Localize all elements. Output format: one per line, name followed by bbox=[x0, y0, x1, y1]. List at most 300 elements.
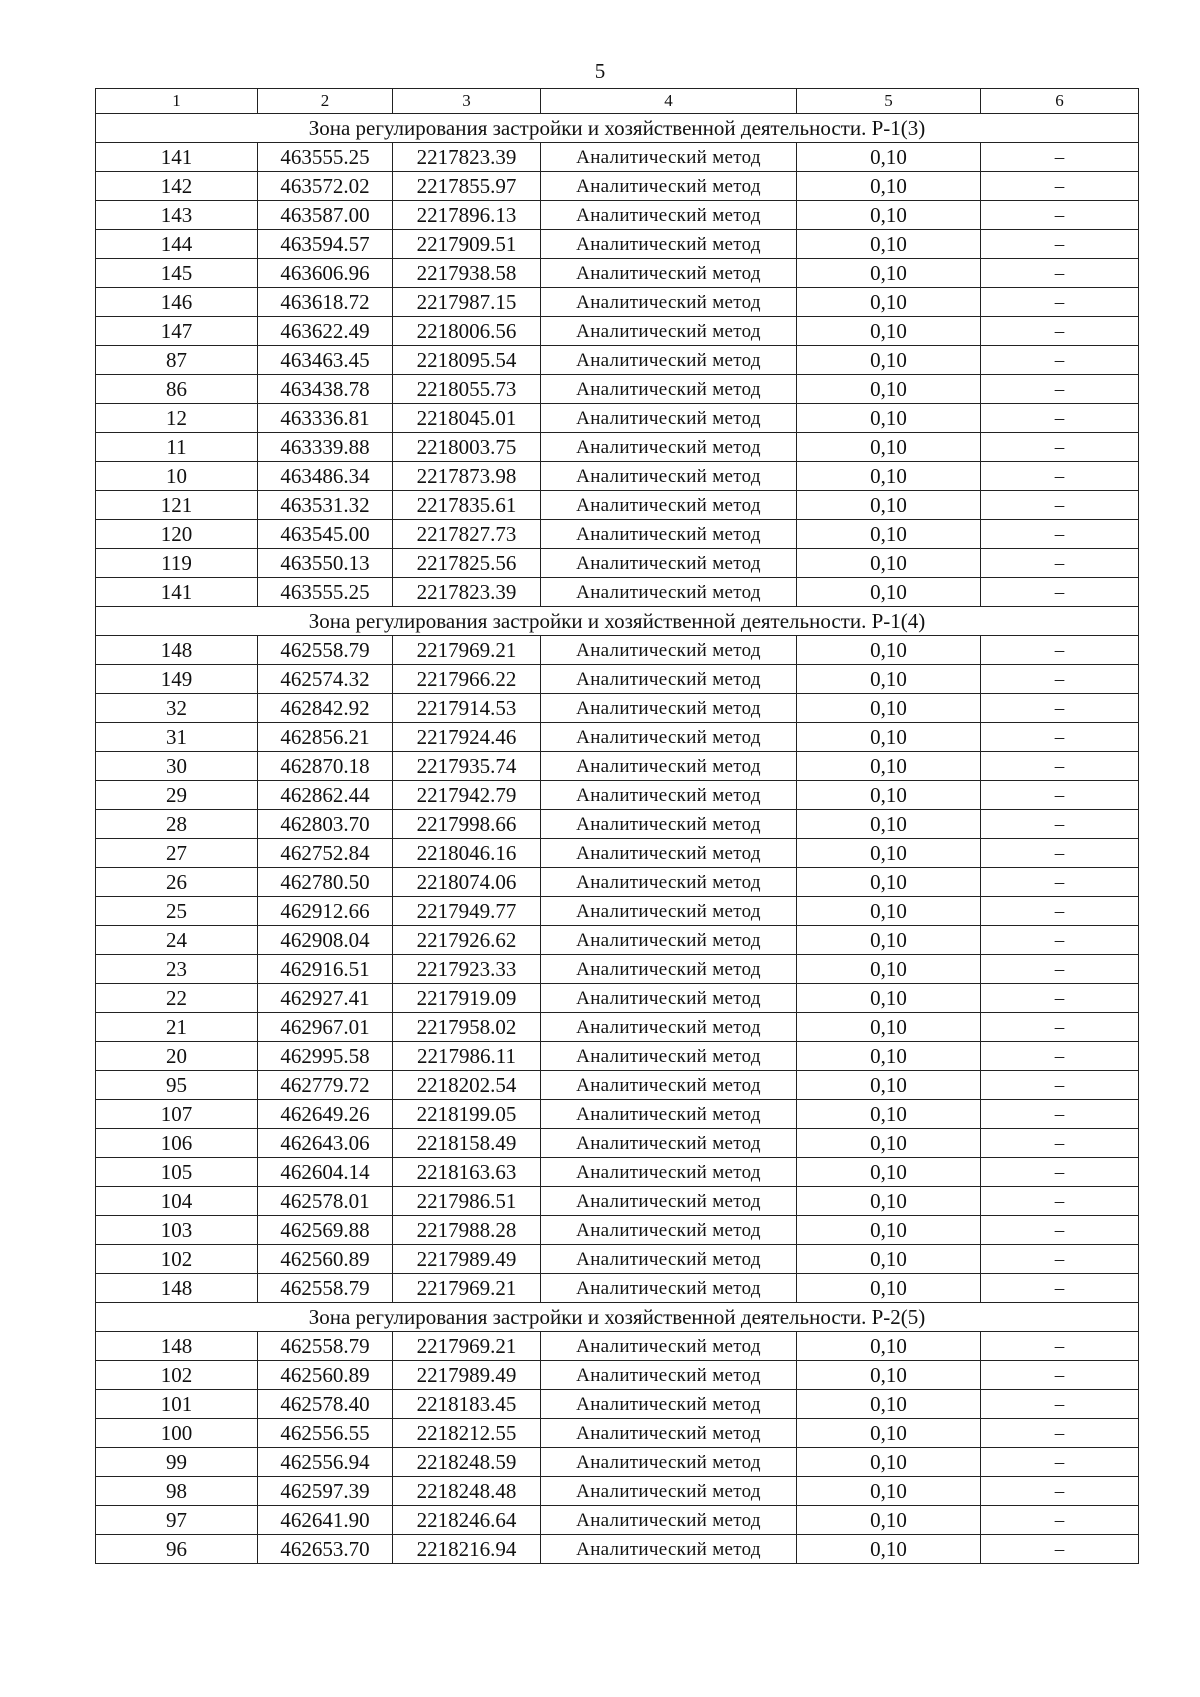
table-row bbox=[96, 723, 1139, 752]
table-row bbox=[96, 1390, 1139, 1419]
accuracy-cell: 0,10 bbox=[797, 172, 981, 201]
determination-method-cell: Аналитический метод bbox=[541, 636, 797, 665]
point-number-cell: 107 bbox=[96, 1100, 258, 1129]
column-number-1: 1 bbox=[96, 89, 258, 114]
accuracy-cell: 0,10 bbox=[797, 317, 981, 346]
note-cell: – bbox=[981, 549, 1139, 578]
point-number-cell: 120 bbox=[96, 520, 258, 549]
point-number-cell: 27 bbox=[96, 839, 258, 868]
y-coordinate-cell: 2217998.66 bbox=[393, 810, 541, 839]
note-cell: – bbox=[981, 1448, 1139, 1477]
y-coordinate-cell: 2217855.97 bbox=[393, 172, 541, 201]
accuracy-cell: 0,10 bbox=[797, 1013, 981, 1042]
table-row bbox=[96, 665, 1139, 694]
y-coordinate-cell: 2217896.13 bbox=[393, 201, 541, 230]
accuracy-cell: 0,10 bbox=[797, 201, 981, 230]
y-coordinate-cell: 2218183.45 bbox=[393, 1390, 541, 1419]
note-cell: – bbox=[981, 201, 1139, 230]
table-row bbox=[96, 1129, 1139, 1158]
determination-method-cell: Аналитический метод bbox=[541, 578, 797, 607]
y-coordinate-cell: 2218246.64 bbox=[393, 1506, 541, 1535]
point-number-cell: 86 bbox=[96, 375, 258, 404]
accuracy-cell: 0,10 bbox=[797, 781, 981, 810]
x-coordinate-cell: 463572.02 bbox=[258, 172, 393, 201]
accuracy-cell: 0,10 bbox=[797, 1158, 981, 1187]
determination-method-cell: Аналитический метод bbox=[541, 1216, 797, 1245]
accuracy-cell: 0,10 bbox=[797, 665, 981, 694]
point-number-cell: 105 bbox=[96, 1158, 258, 1187]
note-cell: – bbox=[981, 1187, 1139, 1216]
note-cell: – bbox=[981, 723, 1139, 752]
note-cell: – bbox=[981, 1071, 1139, 1100]
y-coordinate-cell: 2217823.39 bbox=[393, 578, 541, 607]
x-coordinate-cell: 463463.45 bbox=[258, 346, 393, 375]
accuracy-cell: 0,10 bbox=[797, 230, 981, 259]
y-coordinate-cell: 2217823.39 bbox=[393, 143, 541, 172]
y-coordinate-cell: 2217989.49 bbox=[393, 1245, 541, 1274]
x-coordinate-cell: 462916.51 bbox=[258, 955, 393, 984]
determination-method-cell: Аналитический метод bbox=[541, 1390, 797, 1419]
note-cell: – bbox=[981, 230, 1139, 259]
x-coordinate-cell: 462653.70 bbox=[258, 1535, 393, 1564]
note-cell: – bbox=[981, 1245, 1139, 1274]
accuracy-cell: 0,10 bbox=[797, 346, 981, 375]
note-cell: – bbox=[981, 259, 1139, 288]
accuracy-cell: 0,10 bbox=[797, 491, 981, 520]
determination-method-cell: Аналитический метод bbox=[541, 491, 797, 520]
determination-method-cell: Аналитический метод bbox=[541, 375, 797, 404]
x-coordinate-cell: 462649.26 bbox=[258, 1100, 393, 1129]
y-coordinate-cell: 2217958.02 bbox=[393, 1013, 541, 1042]
x-coordinate-cell: 462558.79 bbox=[258, 636, 393, 665]
x-coordinate-cell: 463336.81 bbox=[258, 404, 393, 433]
point-number-cell: 97 bbox=[96, 1506, 258, 1535]
point-number-cell: 87 bbox=[96, 346, 258, 375]
note-cell: – bbox=[981, 346, 1139, 375]
determination-method-cell: Аналитический метод bbox=[541, 752, 797, 781]
accuracy-cell: 0,10 bbox=[797, 897, 981, 926]
table-row bbox=[96, 230, 1139, 259]
y-coordinate-cell: 2218095.54 bbox=[393, 346, 541, 375]
determination-method-cell: Аналитический метод bbox=[541, 1187, 797, 1216]
y-coordinate-cell: 2217926.62 bbox=[393, 926, 541, 955]
point-number-cell: 32 bbox=[96, 694, 258, 723]
point-number-cell: 141 bbox=[96, 143, 258, 172]
x-coordinate-cell: 462870.18 bbox=[258, 752, 393, 781]
table-row bbox=[96, 462, 1139, 491]
note-cell: – bbox=[981, 578, 1139, 607]
note-cell: – bbox=[981, 752, 1139, 781]
table-row bbox=[96, 636, 1139, 665]
note-cell: – bbox=[981, 1332, 1139, 1361]
accuracy-cell: 0,10 bbox=[797, 1071, 981, 1100]
point-number-cell: 29 bbox=[96, 781, 258, 810]
x-coordinate-cell: 462908.04 bbox=[258, 926, 393, 955]
point-number-cell: 102 bbox=[96, 1361, 258, 1390]
table-row bbox=[96, 1419, 1139, 1448]
point-number-cell: 28 bbox=[96, 810, 258, 839]
point-number-cell: 147 bbox=[96, 317, 258, 346]
y-coordinate-cell: 2217988.28 bbox=[393, 1216, 541, 1245]
column-number-5: 5 bbox=[797, 89, 981, 114]
table-row bbox=[96, 1158, 1139, 1187]
point-number-cell: 103 bbox=[96, 1216, 258, 1245]
determination-method-cell: Аналитический метод bbox=[541, 1071, 797, 1100]
accuracy-cell: 0,10 bbox=[797, 1216, 981, 1245]
determination-method-cell: Аналитический метод bbox=[541, 1129, 797, 1158]
x-coordinate-cell: 462560.89 bbox=[258, 1245, 393, 1274]
x-coordinate-cell: 463618.72 bbox=[258, 288, 393, 317]
determination-method-cell: Аналитический метод bbox=[541, 404, 797, 433]
determination-method-cell: Аналитический метод bbox=[541, 462, 797, 491]
x-coordinate-cell: 462912.66 bbox=[258, 897, 393, 926]
note-cell: – bbox=[981, 1419, 1139, 1448]
x-coordinate-cell: 462779.72 bbox=[258, 1071, 393, 1100]
table-row bbox=[96, 346, 1139, 375]
determination-method-cell: Аналитический метод bbox=[541, 259, 797, 288]
accuracy-cell: 0,10 bbox=[797, 288, 981, 317]
note-cell: – bbox=[981, 520, 1139, 549]
note-cell: – bbox=[981, 1477, 1139, 1506]
accuracy-cell: 0,10 bbox=[797, 462, 981, 491]
y-coordinate-cell: 2217987.15 bbox=[393, 288, 541, 317]
y-coordinate-cell: 2217825.56 bbox=[393, 549, 541, 578]
x-coordinate-cell: 462578.40 bbox=[258, 1390, 393, 1419]
accuracy-cell: 0,10 bbox=[797, 578, 981, 607]
y-coordinate-cell: 2217942.79 bbox=[393, 781, 541, 810]
determination-method-cell: Аналитический метод bbox=[541, 1477, 797, 1506]
accuracy-cell: 0,10 bbox=[797, 1361, 981, 1390]
determination-method-cell: Аналитический метод bbox=[541, 839, 797, 868]
note-cell: – bbox=[981, 1506, 1139, 1535]
y-coordinate-cell: 2217923.33 bbox=[393, 955, 541, 984]
y-coordinate-cell: 2217969.21 bbox=[393, 1274, 541, 1303]
y-coordinate-cell: 2218199.05 bbox=[393, 1100, 541, 1129]
point-number-cell: 148 bbox=[96, 636, 258, 665]
table-row bbox=[96, 259, 1139, 288]
note-cell: – bbox=[981, 926, 1139, 955]
point-number-cell: 24 bbox=[96, 926, 258, 955]
x-coordinate-cell: 462967.01 bbox=[258, 1013, 393, 1042]
accuracy-cell: 0,10 bbox=[797, 143, 981, 172]
x-coordinate-cell: 463594.57 bbox=[258, 230, 393, 259]
y-coordinate-cell: 2218158.49 bbox=[393, 1129, 541, 1158]
table-row bbox=[96, 694, 1139, 723]
y-coordinate-cell: 2217873.98 bbox=[393, 462, 541, 491]
zone-title: Зона регулирования застройки и хозяйственной деятельности. Р-2(5) bbox=[96, 1303, 1139, 1332]
determination-method-cell: Аналитический метод bbox=[541, 288, 797, 317]
x-coordinate-cell: 462862.44 bbox=[258, 781, 393, 810]
table-row bbox=[96, 288, 1139, 317]
note-cell: – bbox=[981, 317, 1139, 346]
determination-method-cell: Аналитический метод bbox=[541, 1332, 797, 1361]
point-number-cell: 98 bbox=[96, 1477, 258, 1506]
table-row bbox=[96, 955, 1139, 984]
note-cell: – bbox=[981, 1013, 1139, 1042]
accuracy-cell: 0,10 bbox=[797, 752, 981, 781]
determination-method-cell: Аналитический метод bbox=[541, 1506, 797, 1535]
accuracy-cell: 0,10 bbox=[797, 1129, 981, 1158]
x-coordinate-cell: 462556.94 bbox=[258, 1448, 393, 1477]
y-coordinate-cell: 2217835.61 bbox=[393, 491, 541, 520]
determination-method-cell: Аналитический метод bbox=[541, 694, 797, 723]
column-number-2: 2 bbox=[258, 89, 393, 114]
accuracy-cell: 0,10 bbox=[797, 1477, 981, 1506]
note-cell: – bbox=[981, 839, 1139, 868]
table-row bbox=[96, 1245, 1139, 1274]
x-coordinate-cell: 462597.39 bbox=[258, 1477, 393, 1506]
accuracy-cell: 0,10 bbox=[797, 1390, 981, 1419]
table-row bbox=[96, 549, 1139, 578]
y-coordinate-cell: 2217938.58 bbox=[393, 259, 541, 288]
y-coordinate-cell: 2218202.54 bbox=[393, 1071, 541, 1100]
y-coordinate-cell: 2217827.73 bbox=[393, 520, 541, 549]
table-row bbox=[96, 1071, 1139, 1100]
accuracy-cell: 0,10 bbox=[797, 1506, 981, 1535]
x-coordinate-cell: 462560.89 bbox=[258, 1361, 393, 1390]
point-number-cell: 23 bbox=[96, 955, 258, 984]
accuracy-cell: 0,10 bbox=[797, 1448, 981, 1477]
note-cell: – bbox=[981, 172, 1139, 201]
column-number-3: 3 bbox=[393, 89, 541, 114]
table-row bbox=[96, 317, 1139, 346]
y-coordinate-cell: 2217919.09 bbox=[393, 984, 541, 1013]
accuracy-cell: 0,10 bbox=[797, 839, 981, 868]
note-cell: – bbox=[981, 1158, 1139, 1187]
table-row bbox=[96, 201, 1139, 230]
table-row bbox=[96, 839, 1139, 868]
accuracy-cell: 0,10 bbox=[797, 694, 981, 723]
note-cell: – bbox=[981, 1100, 1139, 1129]
y-coordinate-cell: 2218212.55 bbox=[393, 1419, 541, 1448]
point-number-cell: 102 bbox=[96, 1245, 258, 1274]
table-row bbox=[96, 781, 1139, 810]
y-coordinate-cell: 2217989.49 bbox=[393, 1361, 541, 1390]
x-coordinate-cell: 462856.21 bbox=[258, 723, 393, 752]
point-number-cell: 121 bbox=[96, 491, 258, 520]
y-coordinate-cell: 2217986.51 bbox=[393, 1187, 541, 1216]
point-number-cell: 11 bbox=[96, 433, 258, 462]
point-number-cell: 100 bbox=[96, 1419, 258, 1448]
determination-method-cell: Аналитический метод bbox=[541, 1013, 797, 1042]
x-coordinate-cell: 463555.25 bbox=[258, 578, 393, 607]
accuracy-cell: 0,10 bbox=[797, 926, 981, 955]
accuracy-cell: 0,10 bbox=[797, 1042, 981, 1071]
point-number-cell: 10 bbox=[96, 462, 258, 491]
x-coordinate-cell: 463339.88 bbox=[258, 433, 393, 462]
table-row bbox=[96, 1042, 1139, 1071]
point-number-cell: 144 bbox=[96, 230, 258, 259]
determination-method-cell: Аналитический метод bbox=[541, 317, 797, 346]
x-coordinate-cell: 462574.32 bbox=[258, 665, 393, 694]
accuracy-cell: 0,10 bbox=[797, 810, 981, 839]
determination-method-cell: Аналитический метод bbox=[541, 201, 797, 230]
coordinates-table bbox=[95, 88, 1139, 1564]
table-row bbox=[96, 404, 1139, 433]
x-coordinate-cell: 462995.58 bbox=[258, 1042, 393, 1071]
accuracy-cell: 0,10 bbox=[797, 433, 981, 462]
y-coordinate-cell: 2218006.56 bbox=[393, 317, 541, 346]
y-coordinate-cell: 2218046.16 bbox=[393, 839, 541, 868]
point-number-cell: 142 bbox=[96, 172, 258, 201]
x-coordinate-cell: 462556.55 bbox=[258, 1419, 393, 1448]
page-number: 5 bbox=[594, 59, 606, 83]
column-number-header-row bbox=[96, 89, 1139, 114]
point-number-cell: 95 bbox=[96, 1071, 258, 1100]
y-coordinate-cell: 2217969.21 bbox=[393, 636, 541, 665]
note-cell: – bbox=[981, 665, 1139, 694]
note-cell: – bbox=[981, 1129, 1139, 1158]
point-number-cell: 101 bbox=[96, 1390, 258, 1419]
point-number-cell: 26 bbox=[96, 868, 258, 897]
determination-method-cell: Аналитический метод bbox=[541, 1245, 797, 1274]
y-coordinate-cell: 2218074.06 bbox=[393, 868, 541, 897]
determination-method-cell: Аналитический метод bbox=[541, 868, 797, 897]
determination-method-cell: Аналитический метод bbox=[541, 810, 797, 839]
column-number-6: 6 bbox=[981, 89, 1139, 114]
table-body bbox=[96, 89, 1139, 1564]
note-cell: – bbox=[981, 1274, 1139, 1303]
note-cell: – bbox=[981, 1390, 1139, 1419]
x-coordinate-cell: 463587.00 bbox=[258, 201, 393, 230]
table-row bbox=[96, 433, 1139, 462]
table-row bbox=[96, 984, 1139, 1013]
accuracy-cell: 0,10 bbox=[797, 984, 981, 1013]
determination-method-cell: Аналитический метод bbox=[541, 955, 797, 984]
note-cell: – bbox=[981, 1535, 1139, 1564]
x-coordinate-cell: 462643.06 bbox=[258, 1129, 393, 1158]
table-row bbox=[96, 1216, 1139, 1245]
y-coordinate-cell: 2217924.46 bbox=[393, 723, 541, 752]
note-cell: – bbox=[981, 1042, 1139, 1071]
note-cell: – bbox=[981, 781, 1139, 810]
x-coordinate-cell: 463545.00 bbox=[258, 520, 393, 549]
note-cell: – bbox=[981, 491, 1139, 520]
y-coordinate-cell: 2217986.11 bbox=[393, 1042, 541, 1071]
determination-method-cell: Аналитический метод bbox=[541, 1042, 797, 1071]
table-row bbox=[96, 1100, 1139, 1129]
determination-method-cell: Аналитический метод bbox=[541, 1274, 797, 1303]
point-number-cell: 145 bbox=[96, 259, 258, 288]
determination-method-cell: Аналитический метод bbox=[541, 230, 797, 259]
accuracy-cell: 0,10 bbox=[797, 1419, 981, 1448]
point-number-cell: 106 bbox=[96, 1129, 258, 1158]
x-coordinate-cell: 463438.78 bbox=[258, 375, 393, 404]
note-cell: – bbox=[981, 375, 1139, 404]
determination-method-cell: Аналитический метод bbox=[541, 665, 797, 694]
determination-method-cell: Аналитический метод bbox=[541, 723, 797, 752]
x-coordinate-cell: 463531.32 bbox=[258, 491, 393, 520]
x-coordinate-cell: 462604.14 bbox=[258, 1158, 393, 1187]
accuracy-cell: 0,10 bbox=[797, 955, 981, 984]
x-coordinate-cell: 463606.96 bbox=[258, 259, 393, 288]
table-row bbox=[96, 1187, 1139, 1216]
point-number-cell: 31 bbox=[96, 723, 258, 752]
point-number-cell: 119 bbox=[96, 549, 258, 578]
determination-method-cell: Аналитический метод bbox=[541, 897, 797, 926]
note-cell: – bbox=[981, 404, 1139, 433]
zone-title: Зона регулирования застройки и хозяйственной деятельности. Р-1(4) bbox=[96, 607, 1139, 636]
note-cell: – bbox=[981, 636, 1139, 665]
table-row bbox=[96, 491, 1139, 520]
y-coordinate-cell: 2218055.73 bbox=[393, 375, 541, 404]
point-number-cell: 21 bbox=[96, 1013, 258, 1042]
y-coordinate-cell: 2217914.53 bbox=[393, 694, 541, 723]
point-number-cell: 30 bbox=[96, 752, 258, 781]
table-row bbox=[96, 1477, 1139, 1506]
point-number-cell: 146 bbox=[96, 288, 258, 317]
table-row bbox=[96, 578, 1139, 607]
zone-heading-row bbox=[96, 1303, 1139, 1332]
zone-heading-row bbox=[96, 607, 1139, 636]
point-number-cell: 148 bbox=[96, 1332, 258, 1361]
x-coordinate-cell: 463486.34 bbox=[258, 462, 393, 491]
y-coordinate-cell: 2217909.51 bbox=[393, 230, 541, 259]
table-row bbox=[96, 810, 1139, 839]
accuracy-cell: 0,10 bbox=[797, 259, 981, 288]
zone-heading-row bbox=[96, 114, 1139, 143]
table-row bbox=[96, 520, 1139, 549]
determination-method-cell: Аналитический метод bbox=[541, 1419, 797, 1448]
x-coordinate-cell: 463550.13 bbox=[258, 549, 393, 578]
table-row bbox=[96, 172, 1139, 201]
accuracy-cell: 0,10 bbox=[797, 1274, 981, 1303]
accuracy-cell: 0,10 bbox=[797, 1245, 981, 1274]
table-row bbox=[96, 375, 1139, 404]
x-coordinate-cell: 463622.49 bbox=[258, 317, 393, 346]
y-coordinate-cell: 2217935.74 bbox=[393, 752, 541, 781]
x-coordinate-cell: 462803.70 bbox=[258, 810, 393, 839]
point-number-cell: 149 bbox=[96, 665, 258, 694]
table-row bbox=[96, 1013, 1139, 1042]
table-row bbox=[96, 752, 1139, 781]
note-cell: – bbox=[981, 1216, 1139, 1245]
x-coordinate-cell: 462569.88 bbox=[258, 1216, 393, 1245]
x-coordinate-cell: 462558.79 bbox=[258, 1274, 393, 1303]
accuracy-cell: 0,10 bbox=[797, 868, 981, 897]
y-coordinate-cell: 2217966.22 bbox=[393, 665, 541, 694]
determination-method-cell: Аналитический метод bbox=[541, 781, 797, 810]
note-cell: – bbox=[981, 955, 1139, 984]
zone-title: Зона регулирования застройки и хозяйственной деятельности. Р-1(3) bbox=[96, 114, 1139, 143]
table-row bbox=[96, 897, 1139, 926]
note-cell: – bbox=[981, 462, 1139, 491]
x-coordinate-cell: 462752.84 bbox=[258, 839, 393, 868]
note-cell: – bbox=[981, 897, 1139, 926]
determination-method-cell: Аналитический метод bbox=[541, 1158, 797, 1187]
determination-method-cell: Аналитический метод bbox=[541, 1448, 797, 1477]
accuracy-cell: 0,10 bbox=[797, 404, 981, 433]
y-coordinate-cell: 2218216.94 bbox=[393, 1535, 541, 1564]
point-number-cell: 104 bbox=[96, 1187, 258, 1216]
determination-method-cell: Аналитический метод bbox=[541, 433, 797, 462]
point-number-cell: 96 bbox=[96, 1535, 258, 1564]
table-row bbox=[96, 868, 1139, 897]
accuracy-cell: 0,10 bbox=[797, 1187, 981, 1216]
x-coordinate-cell: 462780.50 bbox=[258, 868, 393, 897]
table-row bbox=[96, 1448, 1139, 1477]
accuracy-cell: 0,10 bbox=[797, 636, 981, 665]
determination-method-cell: Аналитический метод bbox=[541, 549, 797, 578]
point-number-cell: 22 bbox=[96, 984, 258, 1013]
table-row bbox=[96, 926, 1139, 955]
note-cell: – bbox=[981, 868, 1139, 897]
point-number-cell: 25 bbox=[96, 897, 258, 926]
determination-method-cell: Аналитический метод bbox=[541, 984, 797, 1013]
note-cell: – bbox=[981, 984, 1139, 1013]
x-coordinate-cell: 462558.79 bbox=[258, 1332, 393, 1361]
determination-method-cell: Аналитический метод bbox=[541, 1535, 797, 1564]
